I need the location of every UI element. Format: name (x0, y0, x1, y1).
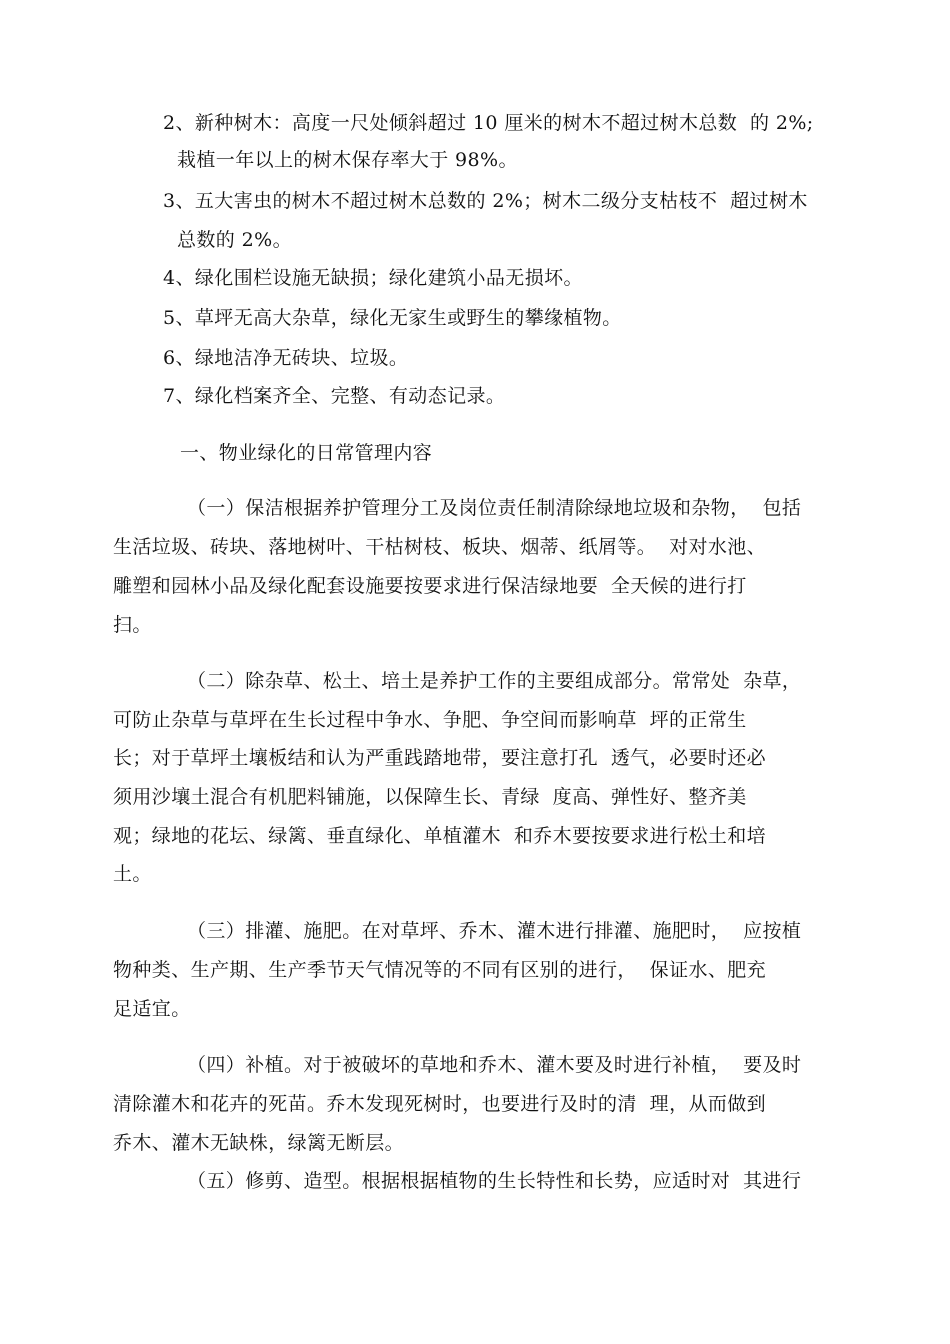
text-line: 扫。 (113, 614, 152, 636)
text-line: 清除灌木和花卉的死苗。乔木发现死树时，也要进行及时的清 理，从而做到 (113, 1093, 767, 1115)
text-line: 雕塑和园林小品及绿化配套设施要按要求进行保洁绿地要 全天候的进行打 (113, 575, 747, 597)
text-line: 栽植一年以上的树木保存率大于 98%。 (177, 149, 518, 171)
text-line: 2、新种树木：高度一尺处倾斜超过 10 厘米的树木不超过树木总数 的 2%; (163, 112, 814, 134)
text-line: 足适宜。 (113, 998, 191, 1020)
text-line: （五）修剪、造型。根据根据植物的生长特性和长势，应适时对 其进行 (187, 1170, 802, 1192)
text-line: （四）补植。对于被破坏的草地和乔木、灌木要及时进行补植， 要及时 (187, 1054, 802, 1076)
text-line: 可防止杂草与草坪在生长过程中争水、争肥、争空间而影响草 坪的正常生 (113, 709, 747, 731)
text-line: 6、绿地洁净无砖块、垃圾。 (163, 347, 409, 369)
text-line: 观；绿地的花坛、绿篱、垂直绿化、单植灌木 和乔木要按要求进行松土和培 (113, 825, 767, 847)
text-line: 长；对于草坪土壤板结和认为严重践踏地带，要注意打孔 透气，必要时还必 (113, 747, 767, 769)
text-line: 7、绿化档案齐全、完整、有动态记录。 (163, 385, 506, 407)
text-line: 总数的 2%。 (177, 229, 292, 251)
text-line: 5、草坪无高大杂草，绿化无家生或野生的攀缘植物。 (163, 307, 622, 329)
text-line: 3、五大害虫的树木不超过树木总数的 2%；树木二级分支枯枝不 超过树木 (163, 190, 808, 212)
text-line: 物种类、生产期、生产季节天气情况等的不同有区别的进行， 保证水、肥充 (113, 959, 767, 981)
text-line: 4、绿化围栏设施无缺损；绿化建筑小品无损坏。 (163, 267, 583, 289)
text-line: （一）保洁根据养护管理分工及岗位责任制清除绿地垃圾和杂物， 包括 (187, 497, 802, 519)
text-line: 乔木、灌木无缺株，绿篱无断层。 (113, 1132, 405, 1154)
text-line: （三）排灌、施肥。在对草坪、乔木、灌木进行排灌、施肥时， 应按植 (187, 920, 802, 942)
text-line: 须用沙壤土混合有机肥料铺施，以保障生长、青绿 度高、弹性好、整齐美 (113, 786, 747, 808)
text-line: 土。 (113, 863, 152, 885)
section-heading: 一、物业绿化的日常管理内容 (180, 442, 433, 464)
text-line: 生活垃圾、砖块、落地树叶、干枯树枝、板块、烟蒂、纸屑等。 对对水池、 (113, 536, 767, 558)
text-line: （二）除杂草、松土、培土是养护工作的主要组成部分。常常处 杂草， (187, 670, 802, 692)
